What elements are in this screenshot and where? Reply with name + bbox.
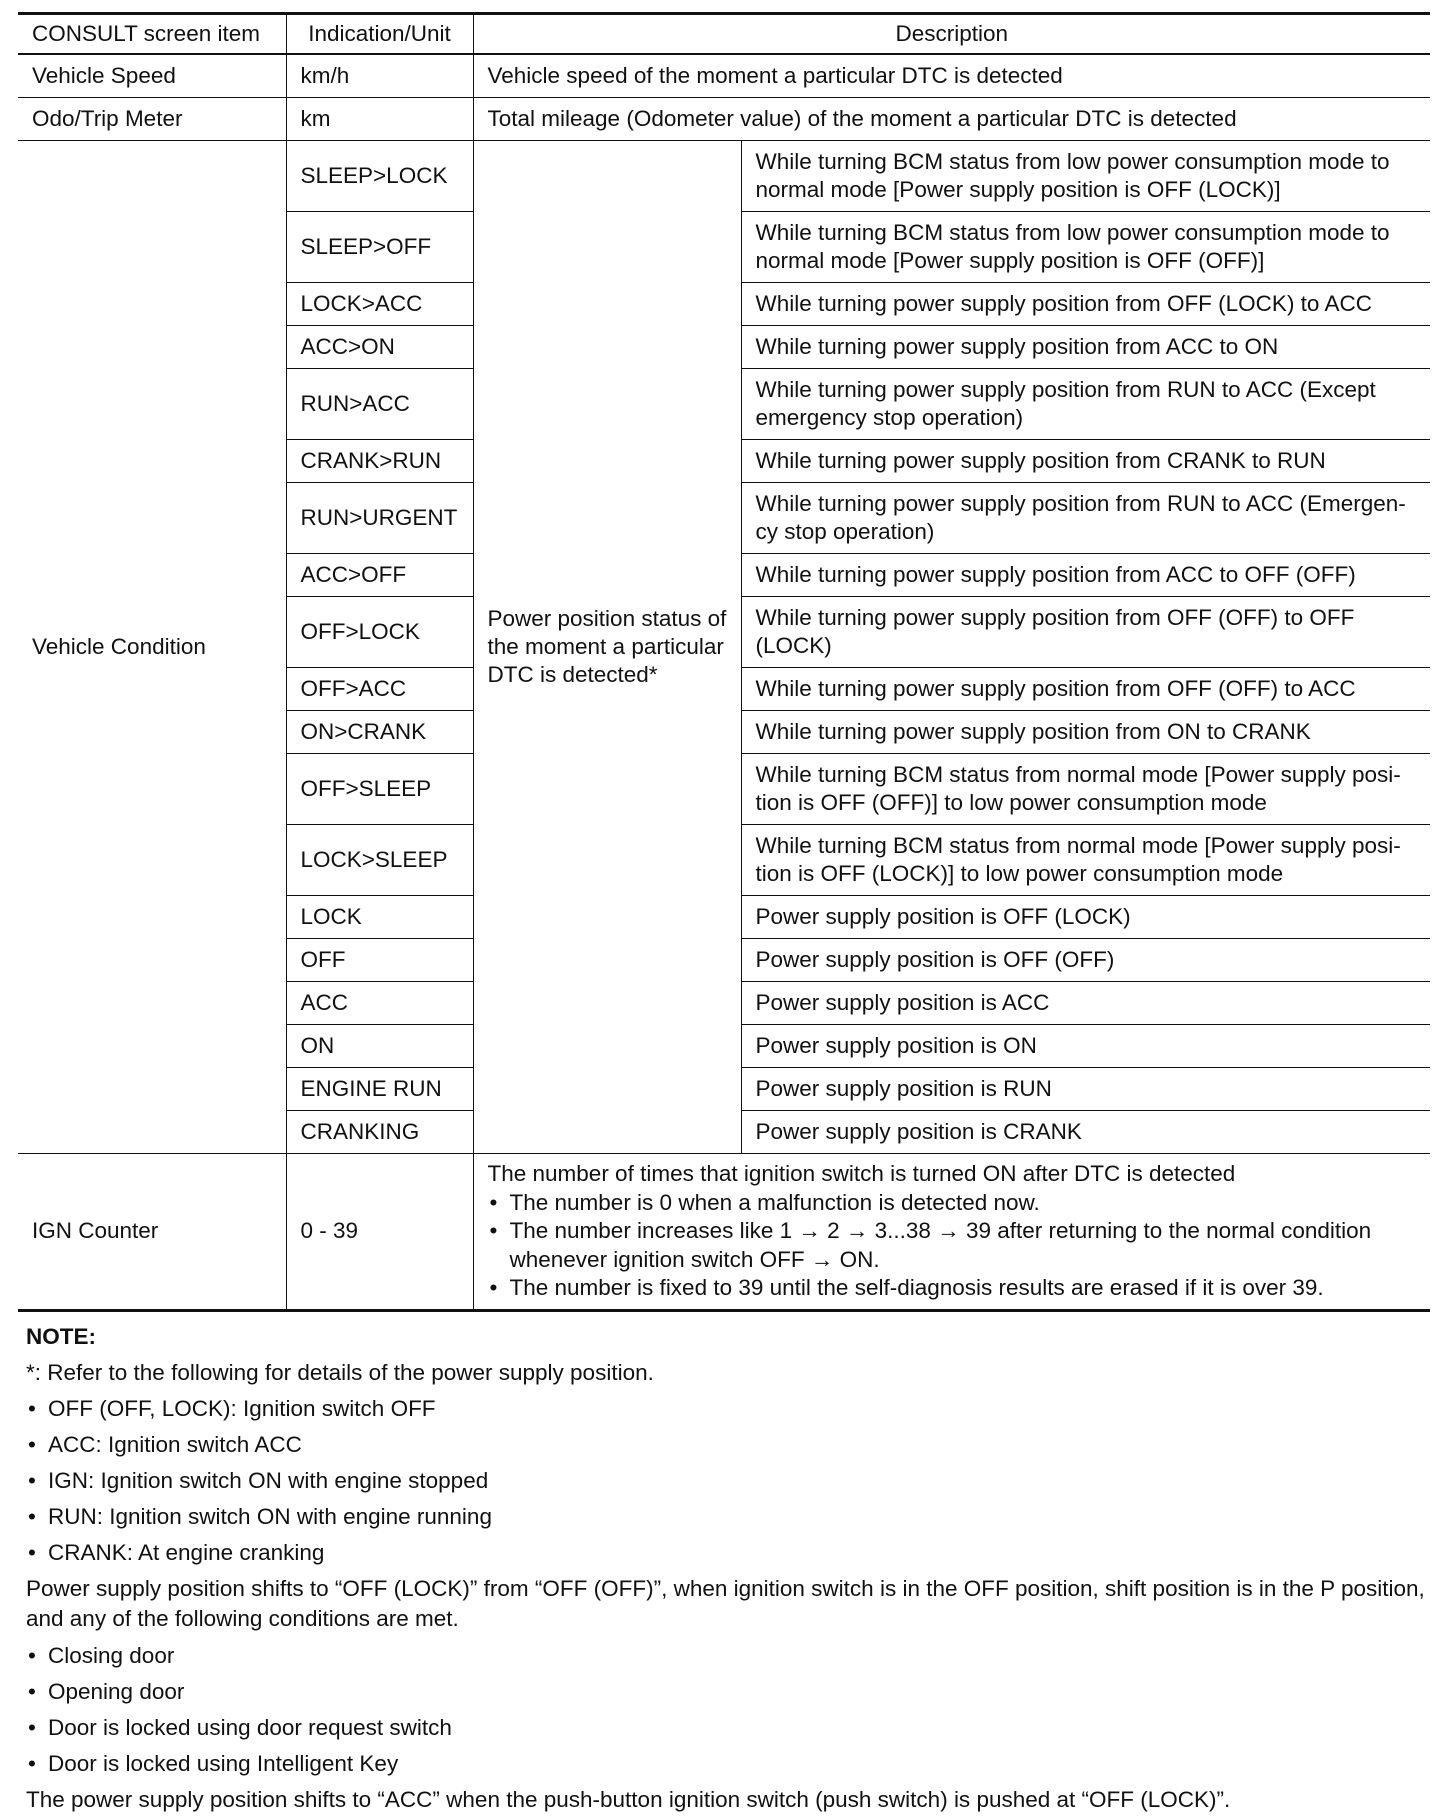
- condition-code-cell: LOCK>SLEEP: [286, 825, 473, 896]
- table-row: [18, 54, 1430, 98]
- condition-code-cell: OFF>LOCK: [286, 597, 473, 668]
- condition-description-cell: While turning power supply position from ON to CRANK: [741, 711, 1430, 754]
- list-item: • The number is fixed to 39 until the self-diagnosis results are erased if it is over 39.: [488, 1274, 1417, 1303]
- condition-description-cell: While turning BCM status from low power consumption mode to normal mode [Power supply position is OFF (OFF)]: [741, 212, 1430, 283]
- condition-description-cell: While turning power supply position from OFF (LOCK) to ACC: [741, 283, 1430, 326]
- condition-description-cell: While turning power supply position from CRANK to RUN: [741, 440, 1430, 483]
- unit-cell: km/h: [286, 54, 473, 98]
- header-description: Description: [473, 14, 1430, 55]
- condition-description-cell: While turning BCM status from normal mode [Power supply posi-tion is OFF (LOCK)] to low power consumption mode: [741, 825, 1430, 896]
- table-header-row: [18, 14, 1430, 55]
- description-cell: Vehicle speed of the moment a particular DTC is detected: [473, 54, 1430, 98]
- condition-description-cell: Power supply position is OFF (OFF): [741, 939, 1430, 982]
- item-cell: Vehicle Speed: [18, 54, 286, 98]
- condition-description-cell: While turning power supply position from ACC to ON: [741, 326, 1430, 369]
- power-positions-list: [26, 1391, 1430, 1571]
- condition-code-cell: CRANKING: [286, 1111, 473, 1154]
- condition-code-cell: ACC>OFF: [286, 554, 473, 597]
- list-item: • CRANK: At engine cranking: [26, 1535, 1430, 1571]
- description-cell: [473, 1154, 1430, 1311]
- item-cell: Odo/Trip Meter: [18, 98, 286, 141]
- list-item: • ACC: Ignition switch ACC: [26, 1427, 1430, 1463]
- condition-code-cell: ON>CRANK: [286, 711, 473, 754]
- condition-description-cell: While turning power supply position from OFF (OFF) to ACC: [741, 668, 1430, 711]
- condition-code-cell: SLEEP>LOCK: [286, 141, 473, 212]
- condition-code-cell: CRANK>RUN: [286, 440, 473, 483]
- power-position-cell: Power position status of the moment a particular DTC is detected*: [473, 141, 741, 1154]
- document: [18, 12, 1430, 1818]
- condition-description-cell: While turning power supply position from ACC to OFF (OFF): [741, 554, 1430, 597]
- list-item: • IGN: Ignition switch ON with engine stopped: [26, 1463, 1430, 1499]
- condition-code-cell: ACC>ON: [286, 326, 473, 369]
- condition-description-cell: While turning power supply position from RUN to ACC (Except emergency stop operation): [741, 369, 1430, 440]
- table-row: [18, 141, 1430, 212]
- condition-code-cell: OFF>ACC: [286, 668, 473, 711]
- note-title: NOTE:: [26, 1324, 96, 1349]
- condition-description-cell: While turning BCM status from low power consumption mode to normal mode [Power supply position is OFF (LOCK)]: [741, 141, 1430, 212]
- table-row: [18, 1154, 1430, 1311]
- ign-bullets: [488, 1189, 1417, 1303]
- note-asterisk-line: *: Refer to the following for details of the power supply position.: [26, 1360, 654, 1385]
- list-item: • Door is locked using door request switch: [26, 1710, 1430, 1746]
- unit-cell: km: [286, 98, 473, 141]
- item-cell: IGN Counter: [18, 1154, 286, 1311]
- condition-code-cell: RUN>URGENT: [286, 483, 473, 554]
- item-cell: Vehicle Condition: [18, 141, 286, 1154]
- condition-description-cell: Power supply position is OFF (LOCK): [741, 896, 1430, 939]
- list-item: • The number is 0 when a malfunction is detected now.: [488, 1189, 1417, 1218]
- list-item: • RUN: Ignition switch ON with engine running: [26, 1499, 1430, 1535]
- list-item: • Closing door: [26, 1638, 1430, 1674]
- condition-code-cell: OFF>SLEEP: [286, 754, 473, 825]
- consult-items-table: [18, 12, 1430, 1312]
- description-cell: Total mileage (Odometer value) of the moment a particular DTC is detected: [473, 98, 1430, 141]
- notes-section: [18, 1319, 1430, 1818]
- condition-description-cell: Power supply position is ACC: [741, 982, 1430, 1025]
- header-screen-item: CONSULT screen item: [18, 14, 286, 55]
- condition-description-cell: While turning power supply position from OFF (OFF) to OFF (LOCK): [741, 597, 1430, 668]
- header-indication-unit: Indication/Unit: [286, 14, 473, 55]
- condition-code-cell: SLEEP>OFF: [286, 212, 473, 283]
- list-item: • OFF (OFF, LOCK): Ignition switch OFF: [26, 1391, 1430, 1427]
- table-row: [18, 98, 1430, 141]
- condition-code-cell: ENGINE RUN: [286, 1068, 473, 1111]
- condition-code-cell: ON: [286, 1025, 473, 1068]
- condition-description-cell: Power supply position is RUN: [741, 1068, 1430, 1111]
- condition-description-cell: While turning power supply position from RUN to ACC (Emergen-cy stop operation): [741, 483, 1430, 554]
- list-item: • Opening door: [26, 1674, 1430, 1710]
- condition-code-cell: OFF: [286, 939, 473, 982]
- unit-cell: 0 - 39: [286, 1154, 473, 1311]
- list-item: • The number increases like 1 → 2 → 3...38 → 39 after returning to the normal condition whenever ignition switch OFF → ON.: [488, 1217, 1417, 1274]
- condition-code-cell: LOCK: [286, 896, 473, 939]
- shift-paragraph: Power supply position shifts to “OFF (LOCK)” from “OFF (OFF)”, when ignition switch is in the OFF position, shift position is in the P position, and any of the following conditions are met.: [26, 1576, 1425, 1631]
- condition-description-cell: While turning BCM status from normal mode [Power supply posi-tion is OFF (OFF)] to low power consumption mode: [741, 754, 1430, 825]
- condition-description-cell: Power supply position is CRANK: [741, 1111, 1430, 1154]
- ign-description-title: The number of times that ignition switch is turned ON after DTC is detected: [487, 1161, 1236, 1187]
- final-note-line: The power supply position shifts to “ACC” when the push-button ignition switch (push switch) is pushed at “OFF (LOCK)”.: [26, 1787, 1231, 1812]
- condition-code-cell: ACC: [286, 982, 473, 1025]
- condition-code-cell: RUN>ACC: [286, 369, 473, 440]
- list-item: • Door is locked using Intelligent Key: [26, 1746, 1430, 1782]
- condition-code-cell: LOCK>ACC: [286, 283, 473, 326]
- condition-description-cell: Power supply position is ON: [741, 1025, 1430, 1068]
- conditions-list: [26, 1638, 1430, 1782]
